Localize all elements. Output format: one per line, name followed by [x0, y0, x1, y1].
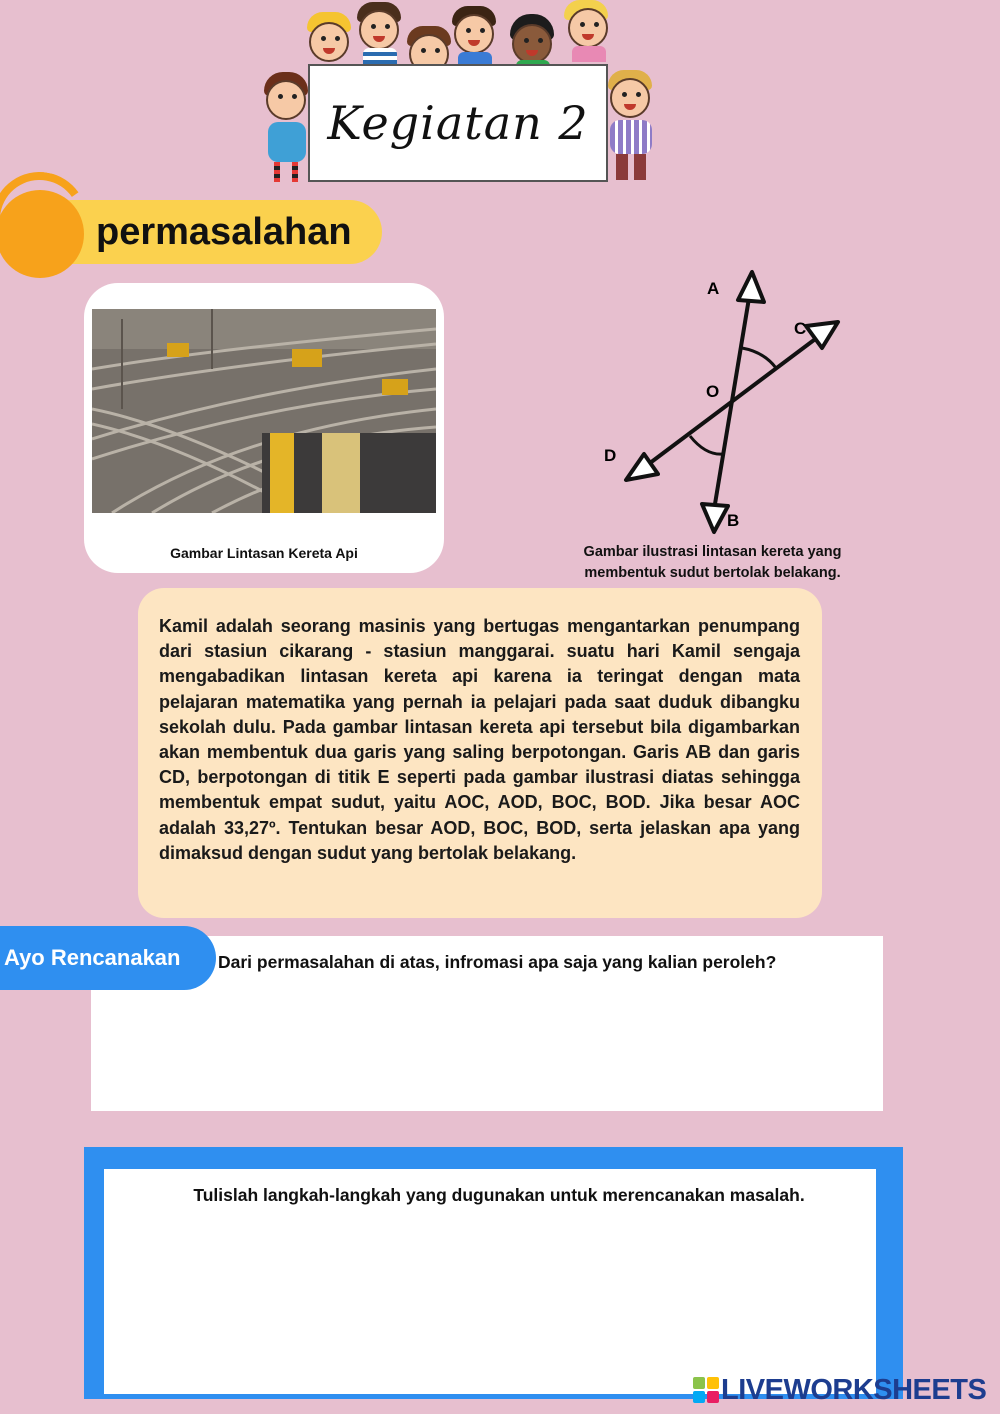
- diagram-caption-line-2: membentuk sudut bertolak belakang.: [584, 565, 841, 581]
- page-title: Kegiatan 2: [327, 96, 589, 150]
- photo-caption: Gambar Lintasan Kereta Api: [170, 545, 358, 561]
- section-heading: [40, 200, 382, 264]
- label-b: B: [727, 511, 740, 530]
- diagram-caption: [540, 542, 885, 584]
- ayo-rencanakan-label: [0, 926, 216, 990]
- angle-diagram: [590, 262, 860, 542]
- problem-box: [138, 588, 822, 918]
- title-board: [308, 64, 608, 182]
- boy-illustration: [602, 70, 658, 182]
- label-c: C: [794, 319, 807, 338]
- line-cd: [638, 328, 830, 472]
- intersecting-lines-diagram: [590, 262, 860, 542]
- kid-illustration: [560, 0, 618, 64]
- planning-frame: [84, 1147, 903, 1399]
- angle-arc-bod: [690, 436, 724, 454]
- label-d: D: [604, 446, 617, 465]
- kid-illustration: [508, 14, 558, 70]
- decorative-circle: [0, 190, 84, 278]
- railway-track-image: [92, 309, 436, 513]
- railway-track-photo: [92, 309, 436, 513]
- arrow-a: [738, 272, 764, 302]
- label-a: A: [707, 279, 720, 298]
- kid-illustration: [450, 4, 500, 70]
- question-steps: Tulislah langkah-langkah yang dugunakan untuk merencanakan masalah.: [193, 1185, 805, 1205]
- kid-illustration: [305, 12, 355, 68]
- arrow-d: [626, 454, 658, 480]
- header-banner: [250, 0, 670, 190]
- watermark-text: LIVEWORKSHEETS: [721, 1373, 987, 1406]
- diagram-caption-line-1: Gambar ilustrasi lintasan kereta yang: [583, 544, 842, 560]
- ayo-rencanakan-text: Ayo Rencanakan: [4, 945, 181, 970]
- arrow-b: [702, 504, 728, 532]
- photo-card: [84, 283, 444, 573]
- girl-illustration: [258, 72, 314, 184]
- kid-illustration: [355, 0, 405, 66]
- liveworksheets-logo-icon: [693, 1377, 719, 1403]
- label-o: O: [706, 382, 720, 401]
- section-heading-label: permasalahan: [96, 210, 352, 253]
- angle-arc-aoc: [742, 348, 776, 368]
- answer-box-steps[interactable]: [104, 1169, 876, 1394]
- question-information: Dari permasalahan di atas, infromasi apa saja yang kalian peroleh?: [218, 952, 777, 972]
- liveworksheets-watermark: [693, 1372, 986, 1408]
- problem-text: Kamil adalah seorang masinis yang bertugas mengantarkan penumpang dari stasiun cikarang - stasiun manggarai. suatu hari Kamil sengaja mengabadikan lintasan kereta api karena ia teringat dengan mata pelajaran matematika yang pernah ia pelajari pada saat duduk dibangku sekolah dulu. Pada gambar lintasan kereta api tersebut bila digambarkan akan membentuk dua garis yang saling berpotongan. Garis AB dan garis CD, berpotongan di titik E seperti pada gambar ilustrasi diatas sehingga membentuk empat sudut, yaitu AOC, AOD, BOC, BOD. Jika besar AOC adalah 33,27º. Tentukan besar AOD, BOC, BOD, serta jelaskan apa yang dimaksud dengan sudut yang bertolak belakang.: [159, 616, 800, 863]
